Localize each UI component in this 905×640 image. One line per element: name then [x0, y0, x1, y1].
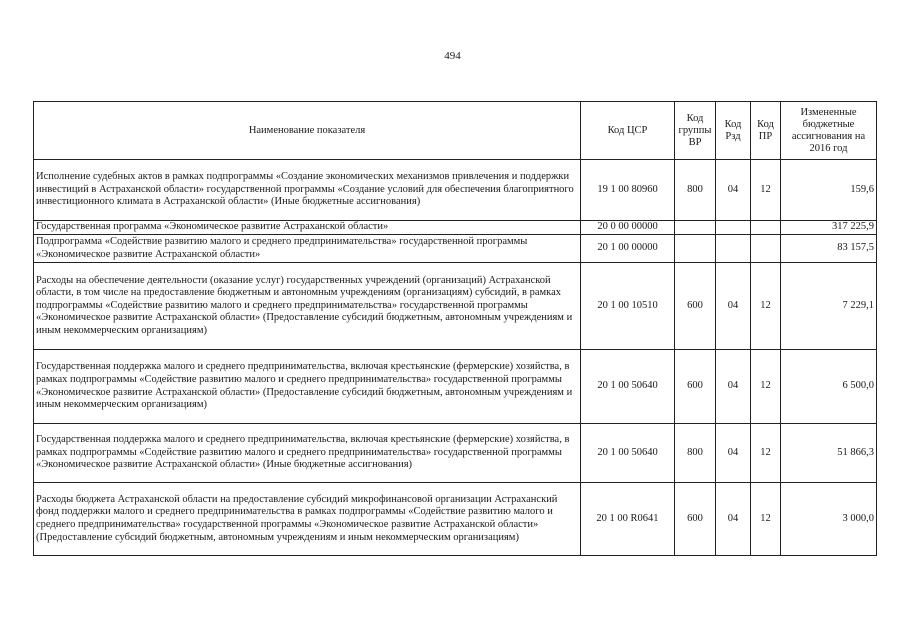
- row-vr: 800: [675, 424, 716, 483]
- row-rzd: 04: [716, 483, 751, 556]
- row-amount: 317 225,9: [781, 221, 877, 235]
- row-amount: 7 229,1: [781, 263, 877, 350]
- header-rzd: Код Рзд: [716, 102, 751, 160]
- row-vr: [675, 235, 716, 263]
- header-pr: Код ПР: [751, 102, 781, 160]
- row-pr: 12: [751, 350, 781, 424]
- row-csr: 20 1 00 10510: [581, 263, 675, 350]
- row-amount: 51 866,3: [781, 424, 877, 483]
- row-csr: 20 1 00 00000: [581, 235, 675, 263]
- row-vr: 600: [675, 350, 716, 424]
- header-vr: Код группы ВР: [675, 102, 716, 160]
- table-row: [34, 263, 877, 350]
- row-pr: [751, 221, 781, 235]
- table-row: [34, 483, 877, 556]
- row-csr: 20 0 00 00000: [581, 221, 675, 235]
- row-csr: 19 1 00 80960: [581, 160, 675, 221]
- row-name: Расходы бюджета Астраханской области на предоставление субсидий микрофинансовой организации Астраханский фонд поддержки малого и среднего предпринимательства в рамках подпрограммы «Содействие развитию малого и среднего предпринимательства» государственной программы «Экономическое развитие Астраханской области» (Предоставление субсидий бюджетным, автономным учреждениям и иным некоммерческим организациям): [34, 483, 581, 556]
- row-amount: 6 500,0: [781, 350, 877, 424]
- row-rzd: 04: [716, 424, 751, 483]
- row-vr: 600: [675, 483, 716, 556]
- row-pr: 12: [751, 160, 781, 221]
- budget-table: [33, 101, 877, 556]
- row-csr: 20 1 00 50640: [581, 350, 675, 424]
- row-name: Государственная поддержка малого и среднего предпринимательства, включая крестьянские (фермерские) хозяйства, в рамках подпрограммы «Содействие развитию малого и среднего предпринимательства» государственной программы «Экономическое развитие Астраханской области» (Предоставление субсидий бюджетным, автономным учреждениям и иным некоммерческим организациям): [34, 350, 581, 424]
- row-pr: 12: [751, 263, 781, 350]
- header-amount: Измененные бюджетные ассигнования на 2016 год: [781, 102, 877, 160]
- row-name: Государственная поддержка малого и среднего предпринимательства, включая крестьянские (фермерские) хозяйства, в рамках подпрограммы «Содействие развитию малого и среднего предпринимательства» государственной программы «Экономическое развитие Астраханской области» (Иные бюджетные ассигнования): [34, 424, 581, 483]
- row-csr: 20 1 00 R0641: [581, 483, 675, 556]
- row-rzd: 04: [716, 263, 751, 350]
- row-amount: 3 000,0: [781, 483, 877, 556]
- row-name: Государственная программа «Экономическое развитие Астраханской области»: [34, 221, 581, 235]
- header-name: Наименование показателя: [34, 102, 581, 160]
- row-rzd: 04: [716, 160, 751, 221]
- row-vr: 600: [675, 263, 716, 350]
- row-pr: 12: [751, 483, 781, 556]
- table-row: [34, 350, 877, 424]
- row-vr: [675, 221, 716, 235]
- header-csr: Код ЦСР: [581, 102, 675, 160]
- table-row: [34, 221, 877, 235]
- row-csr: 20 1 00 50640: [581, 424, 675, 483]
- row-amount: 159,6: [781, 160, 877, 221]
- row-amount: 83 157,5: [781, 235, 877, 263]
- table-header-row: [34, 102, 877, 160]
- row-name: Подпрограмма «Содействие развитию малого и среднего предпринимательства» государственной программы «Экономическое развитие Астраханской области»: [34, 235, 581, 263]
- row-rzd: [716, 221, 751, 235]
- row-rzd: [716, 235, 751, 263]
- table-row: [34, 235, 877, 263]
- row-vr: 800: [675, 160, 716, 221]
- table-row: [34, 424, 877, 483]
- row-rzd: 04: [716, 350, 751, 424]
- table-row: [34, 160, 877, 221]
- row-name: Расходы на обеспечение деятельности (оказание услуг) государственных учреждений (организаций) Астраханской области, в том числе на предоставление бюджетным и автономным учреждениям (организациям) субсидий, в рамках подпрограммы «Содействие развитию малого и среднего предпринимательства» государственной программы «Экономическое развитие Астраханской области» (Предоставление субсидий бюджетным, автономным учреждениям и иным некоммерческим организациям): [34, 263, 581, 350]
- row-name: Исполнение судебных актов в рамках подпрограммы «Создание экономических механизмов привлечения и поддержки инвестиций в Астраханской области» государственной программы «Создание условий для обеспечения благоприятного инвестиционного климата в Астраханской области» (Иные бюджетные ассигнования): [34, 160, 581, 221]
- row-pr: [751, 235, 781, 263]
- page-number: 494: [444, 50, 461, 62]
- row-pr: 12: [751, 424, 781, 483]
